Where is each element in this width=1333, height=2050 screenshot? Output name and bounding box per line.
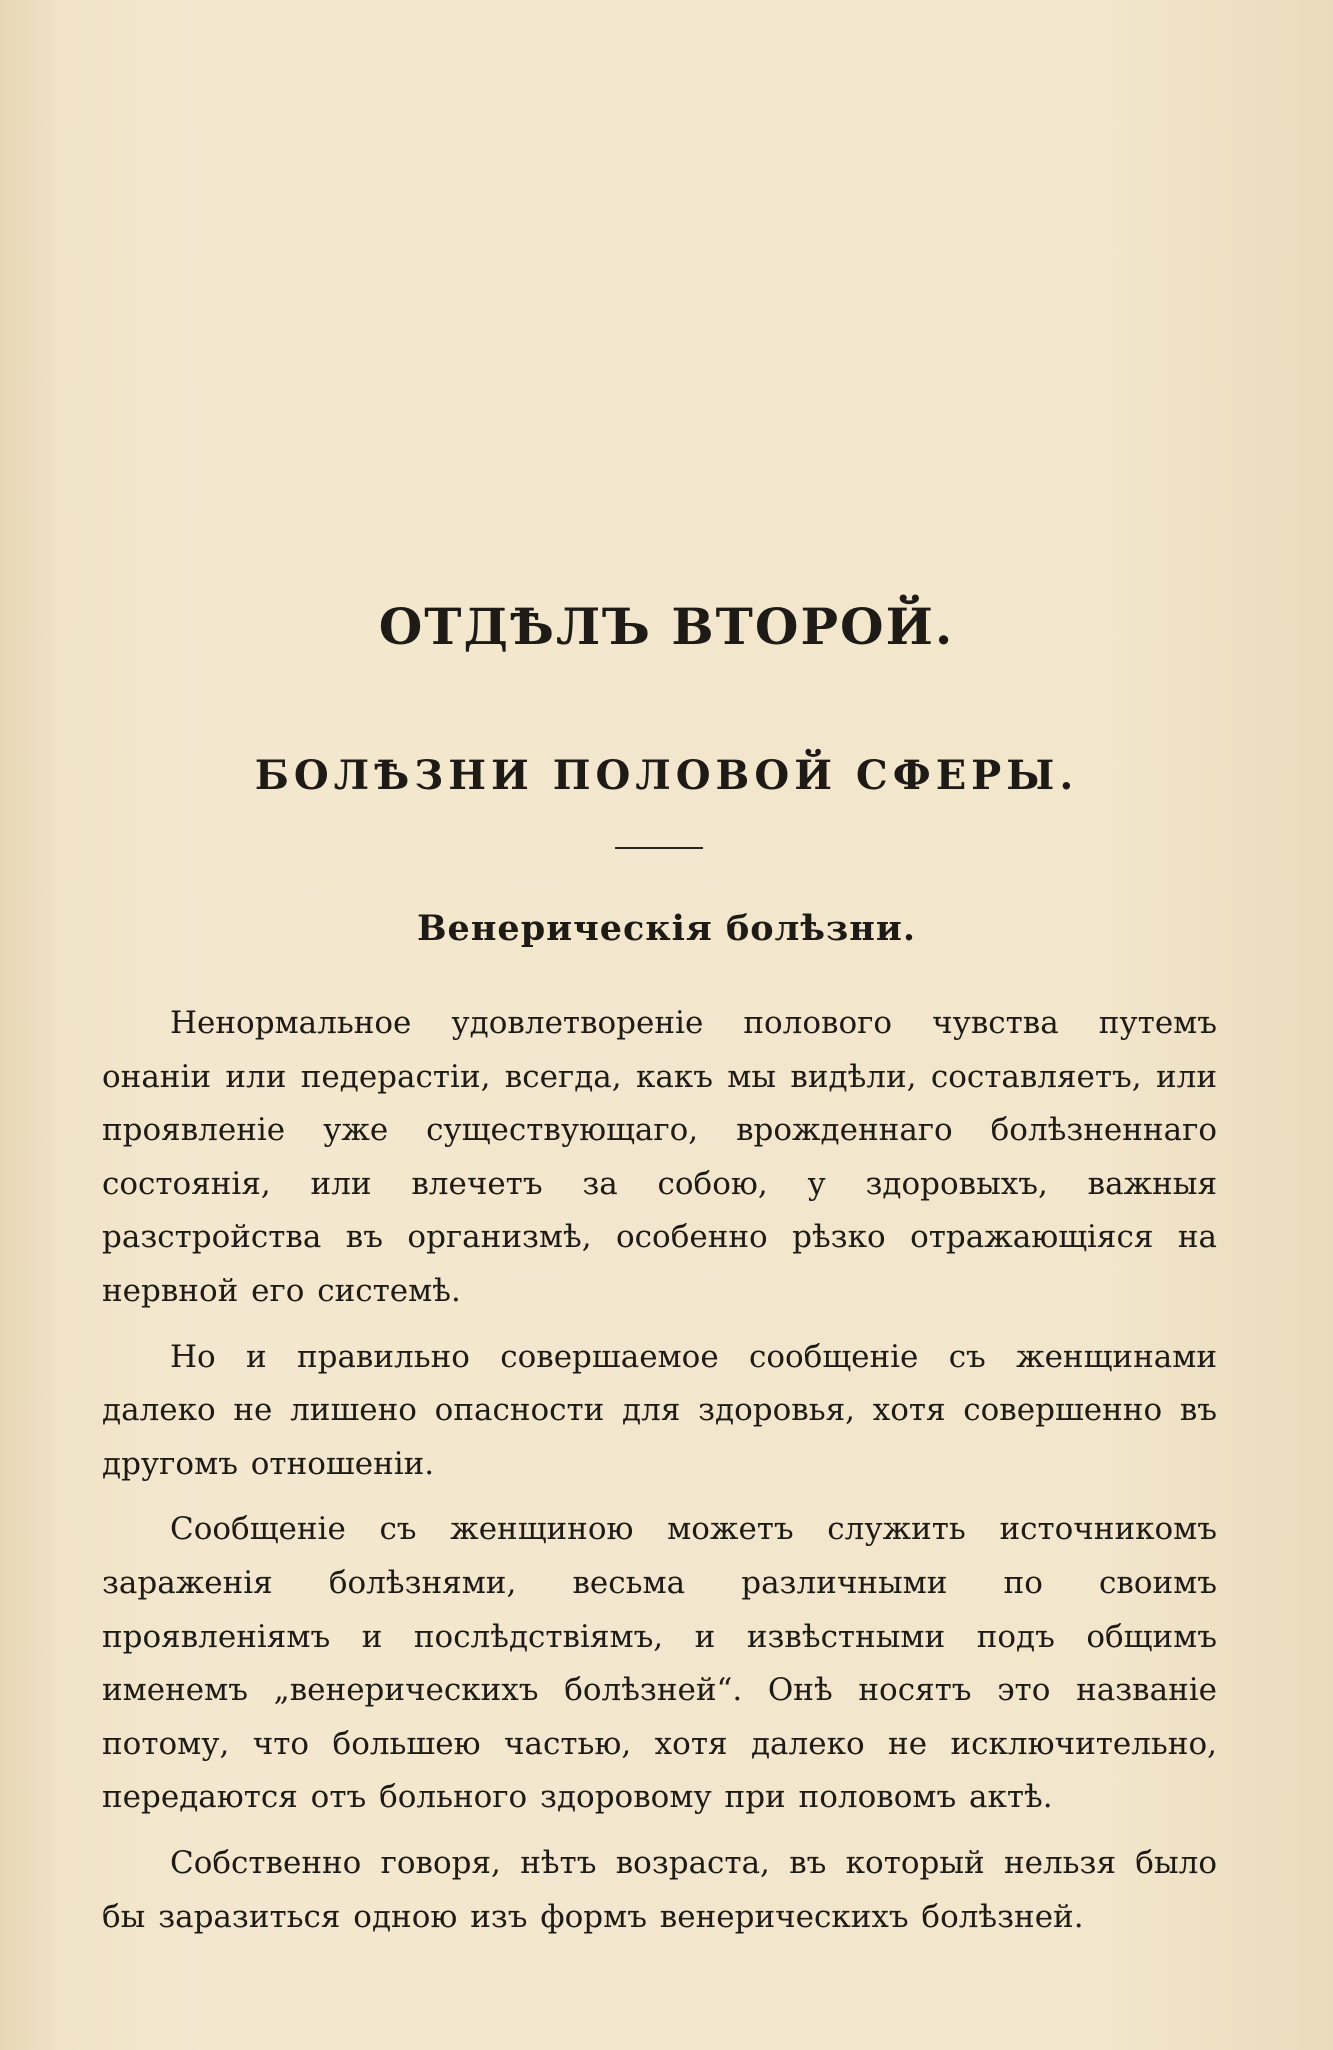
subsection-title: Венерическія болѣзни. bbox=[416, 908, 917, 949]
body-text bbox=[102, 997, 1217, 1956]
paragraph: Но и правильно совершаемое сообщеніе съ женщинами далеко не лишено опасности для здоровья, хотя совершенно въ другомъ отношеніи. bbox=[102, 1338, 1217, 1482]
paragraph: Ненормальное удовлетвореніе полового чувства путемъ онаніи или педерастіи, всегда, какъ мы видѣли, составляетъ, или проявленіе уже существующаго, врожденнаго болѣзненнаго состоянія, или влечетъ за собою, у здоровыхъ, важныя разстройства въ организмѣ, особенно рѣзко отражающіяся на нервной его системѣ. bbox=[102, 1005, 1217, 1309]
paragraph: Собственно говоря, нѣтъ возраста, въ который нельзя было бы заразиться одною изъ формъ венерическихъ болѣзней. bbox=[102, 1844, 1217, 1935]
divider-rule bbox=[615, 847, 703, 849]
part-title: БОЛѢЗНИ ПОЛОВОЙ СФЕРЫ. bbox=[254, 752, 1079, 799]
section-title: ОТДѢЛЪ ВТОРОЙ. bbox=[378, 597, 955, 656]
paragraph: Сообщеніе съ женщиною можетъ служить источникомъ зараженія болѣзнями, весьма различными по своимъ проявленіямъ и послѣдствіямъ, и извѣстными подъ общимъ именемъ „венерическихъ болѣзней“. Онѣ носятъ это названіе потому, что большею частью, хотя далеко не исключительно, передаются отъ больного здоровому при половомъ актѣ. bbox=[102, 1511, 1217, 1816]
